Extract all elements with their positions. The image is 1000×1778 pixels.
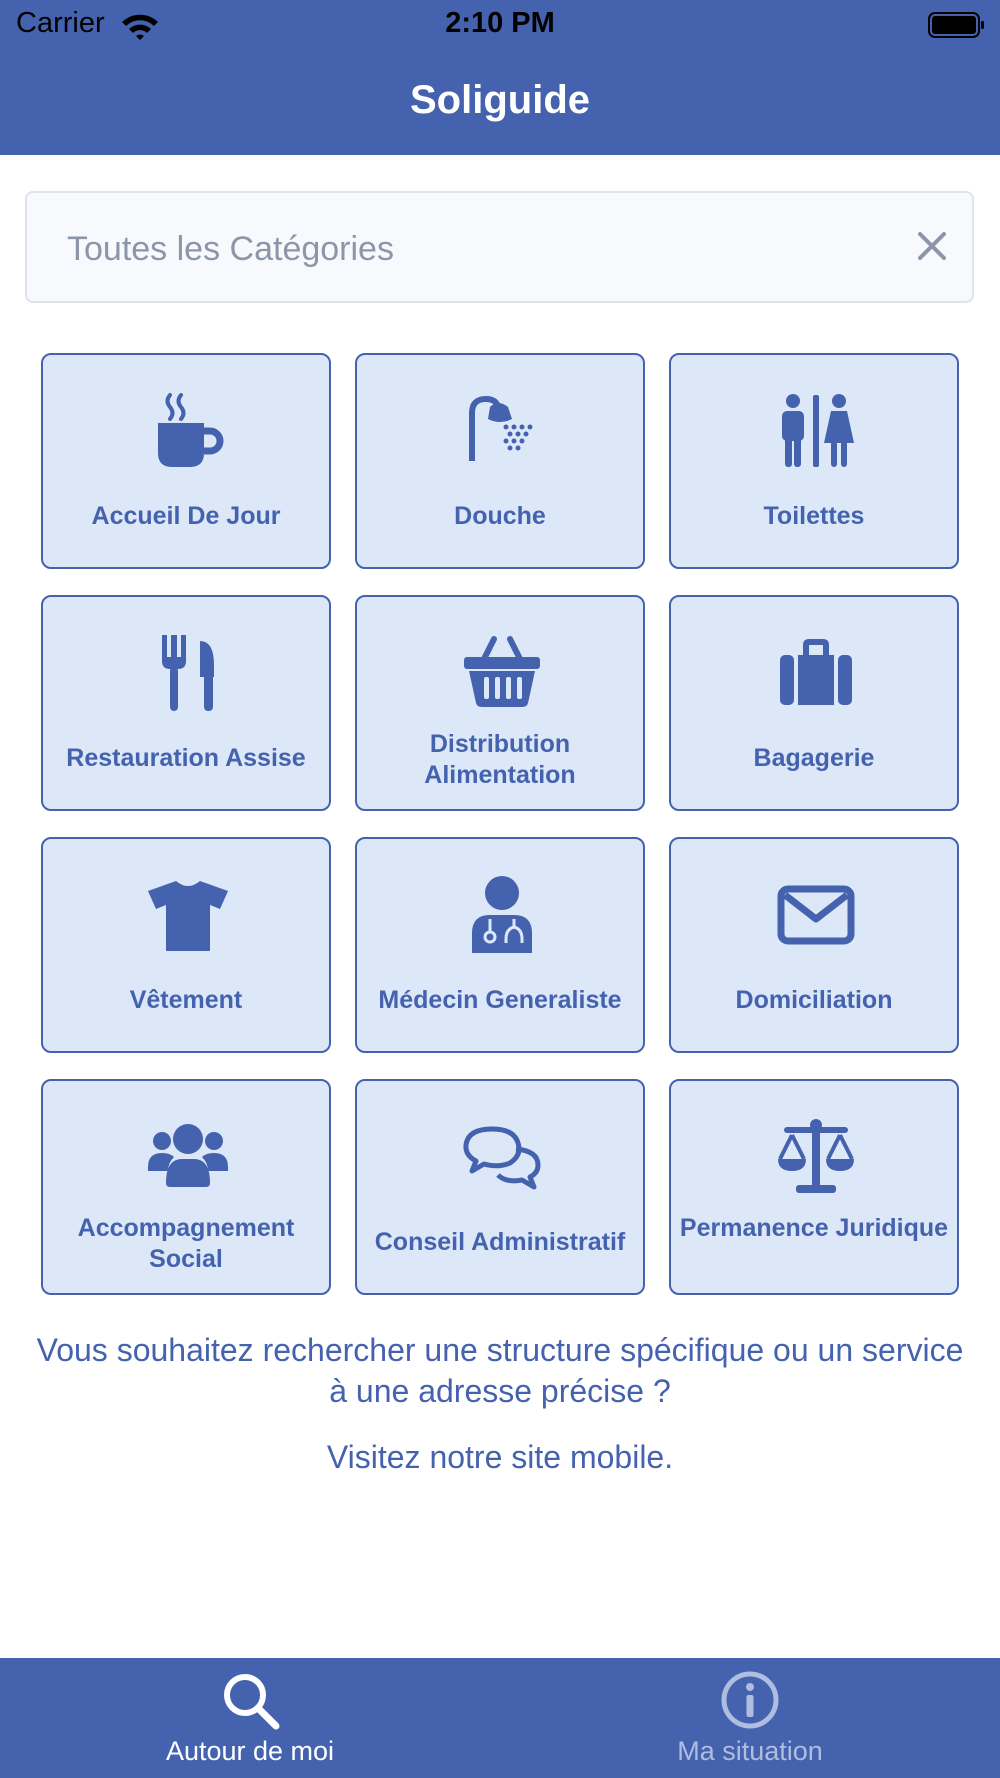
info-icon	[720, 1670, 780, 1730]
status-bar	[0, 0, 1000, 50]
category-label: Permanence Juridique	[679, 1214, 949, 1242]
category-label: Restauration Assise	[66, 744, 306, 772]
tab-autour-de-moi[interactable]	[0, 1658, 500, 1778]
suitcase-icon	[776, 633, 856, 713]
category-tile-accompagnement-social[interactable]	[41, 1079, 331, 1295]
search-hint-text: Vous souhaitez rechercher une structure spécifique ou un service à une adresse précise ?	[36, 1332, 964, 1409]
category-label: Distribution Alimentation	[424, 730, 576, 789]
category-tile-douche[interactable]	[355, 353, 645, 569]
clear-icon[interactable]	[907, 221, 957, 271]
navigation-bar	[0, 50, 1000, 155]
doctor-icon	[462, 875, 542, 955]
restroom-icon	[776, 391, 856, 471]
tab-label: Autour de moi	[165, 1736, 335, 1766]
category-label: Vêtement	[129, 986, 243, 1014]
category-search-input[interactable]	[65, 223, 869, 275]
envelope-icon	[776, 875, 856, 955]
balance-scale-icon	[776, 1117, 856, 1197]
category-label: Douche	[454, 502, 546, 530]
category-tile-medecin-generaliste[interactable]	[355, 837, 645, 1053]
category-tile-restauration-assise[interactable]	[41, 595, 331, 811]
category-tile-vetement[interactable]	[41, 837, 331, 1053]
category-tile-distribution-alimentation[interactable]	[355, 595, 645, 811]
basket-icon	[462, 633, 542, 713]
category-tile-permanence-juridique[interactable]	[669, 1079, 959, 1295]
coffee-icon	[148, 391, 228, 471]
tab-bar	[0, 1658, 1000, 1778]
category-tile-conseil-administratif[interactable]	[355, 1079, 645, 1295]
mobile-site-link[interactable]: Visitez notre site mobile.	[326, 1439, 674, 1475]
battery-icon	[928, 11, 986, 39]
utensils-icon	[148, 633, 228, 713]
tab-label: Ma situation	[677, 1736, 823, 1766]
category-label: Bagagerie	[753, 744, 875, 772]
status-time: 2:10 PM	[445, 7, 555, 39]
users-icon	[148, 1117, 228, 1197]
category-tile-accueil-de-jour[interactable]	[41, 353, 331, 569]
category-tile-toilettes[interactable]	[669, 353, 959, 569]
search-icon	[220, 1670, 280, 1730]
category-label: Accompagnement Social	[77, 1214, 295, 1273]
category-tile-bagagerie[interactable]	[669, 595, 959, 811]
category-label: Conseil Administratif	[374, 1228, 626, 1256]
category-label: Domiciliation	[735, 986, 893, 1014]
category-grid	[41, 353, 959, 1295]
tshirt-icon	[148, 875, 228, 955]
category-label: Médecin Generaliste	[378, 986, 622, 1014]
tab-ma-situation[interactable]	[500, 1658, 1000, 1778]
shower-icon	[462, 391, 542, 471]
category-label: Accueil De Jour	[91, 502, 281, 530]
comments-icon	[462, 1117, 542, 1197]
category-tile-domiciliation[interactable]	[669, 837, 959, 1053]
category-label: Toilettes	[763, 502, 865, 530]
carrier-label: Carrier	[16, 7, 105, 39]
category-search-box[interactable]	[25, 191, 974, 303]
page-title: Soliguide	[410, 78, 590, 122]
